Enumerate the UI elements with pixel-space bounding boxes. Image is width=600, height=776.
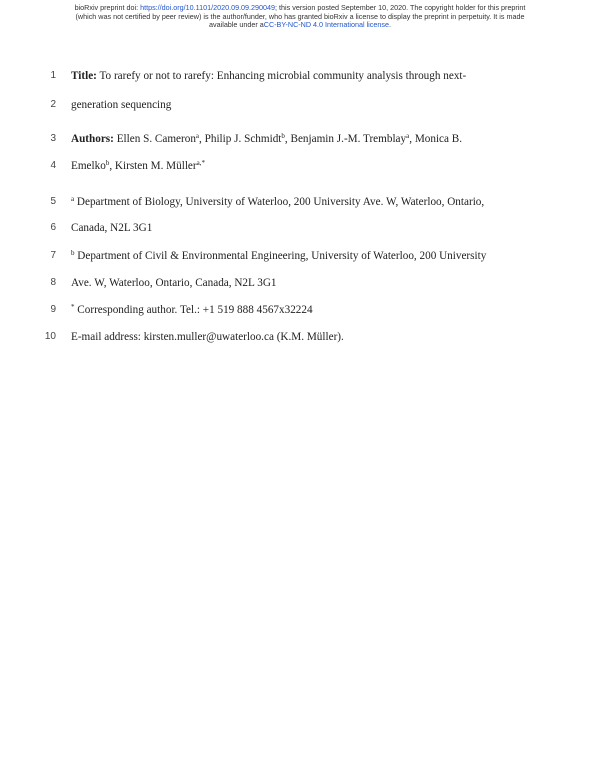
- manuscript-line-7: [0, 247, 600, 265]
- line-number: 10: [44, 331, 56, 342]
- line-number: 8: [50, 277, 56, 288]
- manuscript-line-6: [0, 219, 600, 237]
- manuscript-line-8: [0, 274, 600, 292]
- line-number: 3: [50, 133, 56, 144]
- line-number: 9: [50, 304, 56, 315]
- doi-link[interactable]: https://doi.org/10.1101/2020.09.09.290049: [140, 3, 276, 12]
- manuscript-line-4: [0, 157, 600, 175]
- email-address: E-mail address: kirsten.muller@uwaterloo.ca (K.M. Müller).: [71, 331, 344, 343]
- title-label: Title:: [71, 70, 97, 82]
- line-number: 4: [50, 160, 56, 171]
- line-number: 2: [50, 99, 56, 110]
- authors-continuation: Emelko$^b$, Kirsten M. Müller$^{a,*}$: [71, 159, 205, 172]
- manuscript-line-5: [0, 193, 600, 211]
- manuscript-line-2: [0, 96, 600, 114]
- line-number: 7: [50, 250, 56, 261]
- line-number: 1: [50, 70, 56, 81]
- header-line-1: bioRxiv preprint doi: https://doi.org/10.1101/2020.09.09.290049; this version posted September 10, 2020. The copyright holder for this preprint: [74, 3, 526, 12]
- title-line: Title: To rarefy or not to rarefy: Enhancing microbial community analysis through next-: [71, 70, 467, 82]
- manuscript-line-9: [0, 301, 600, 319]
- manuscript-line-3: [0, 130, 600, 148]
- affiliation-a-continuation: Canada, N2L 3G1: [71, 222, 153, 234]
- manuscript-line-1: [0, 67, 600, 85]
- affiliation-b-continuation: Ave. W, Waterloo, Ontario, Canada, N2L 3G1: [71, 277, 277, 289]
- corresponding-author: * Corresponding author. Tel.: +1 519 888 4567x32224: [71, 303, 313, 316]
- header-line-2: (which was not certified by peer review) is the author/funder, who has granted bioRxiv a license to display the preprint in perpetuity. It is made: [75, 11, 525, 21]
- line-number: 5: [50, 196, 56, 207]
- line-number: 6: [50, 222, 56, 233]
- preprint-header: [30, 4, 570, 30]
- manuscript-line-10: [0, 328, 600, 346]
- affiliation-a: $^a$ Department of Biology, University of Waterloo, 200 University Ave. W, Waterloo, Ontario,: [71, 195, 485, 208]
- affiliation-b: $^b$ Department of Civil & Environmental Engineering, University of Waterloo, 200 University: [71, 249, 487, 262]
- license-link[interactable]: CC-BY-NC-ND 4.0 International license: [263, 20, 389, 30]
- title-continuation: generation sequencing: [71, 99, 172, 111]
- header-line-3: available under aCC-BY-NC-ND 4.0 International license.: [209, 20, 391, 30]
- authors-line: Authors: Ellen S. Cameron$^a$, Philip J. Schmidt$^b$, Benjamin J.-M. Tremblay$^a$, Monica B.: [71, 132, 463, 145]
- authors-label: Authors:: [71, 133, 114, 145]
